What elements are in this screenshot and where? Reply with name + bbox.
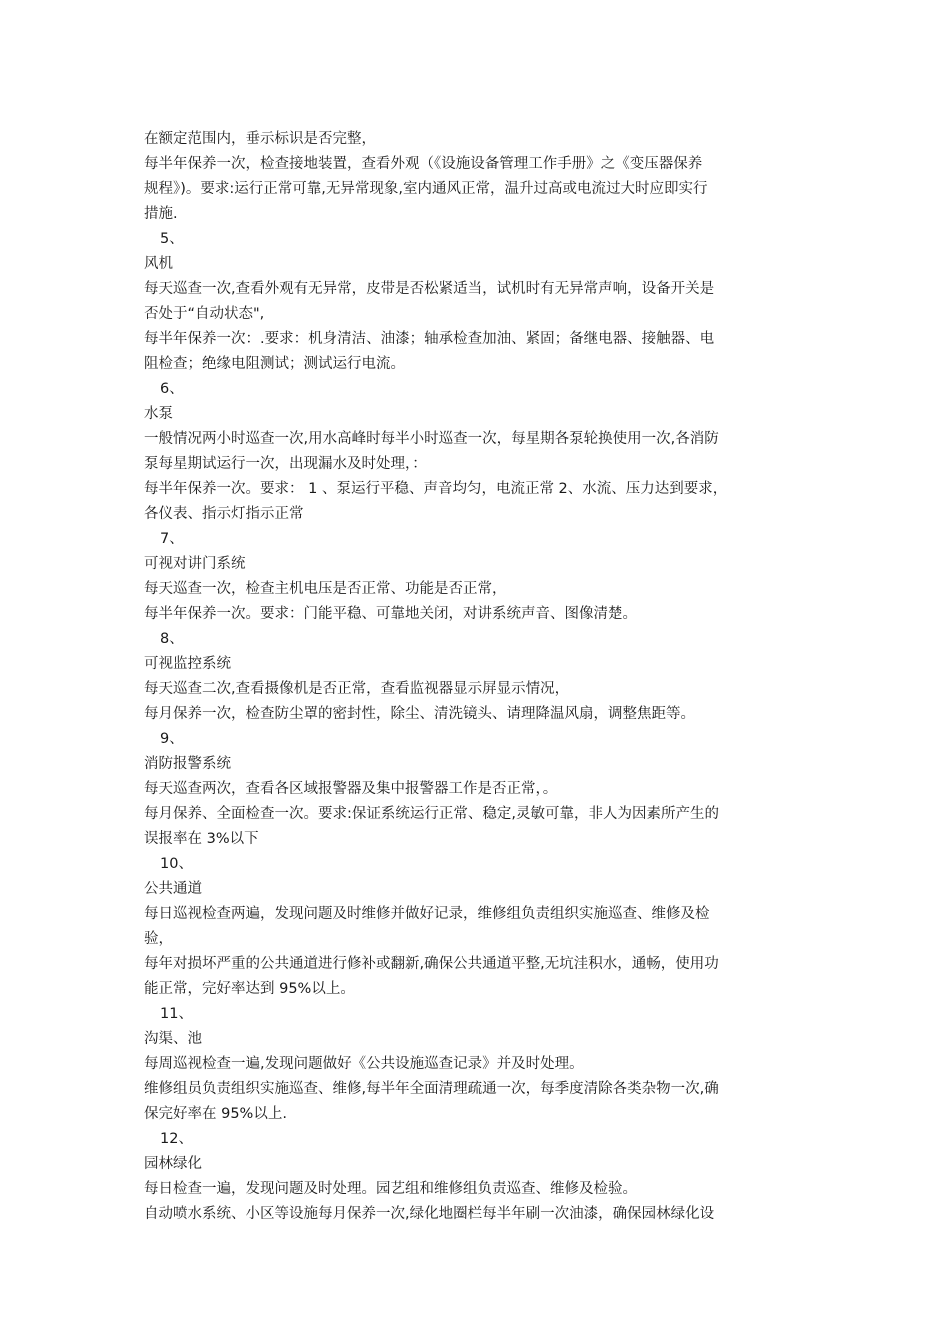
- paragraph-line: 能正常，完好率达到 95%以上。: [144, 981, 355, 997]
- paragraph-line: 措施.: [144, 206, 178, 222]
- section-title: 沟渠、池: [144, 1031, 202, 1047]
- paragraph-line: 每天巡查二次,查看摄像机是否正常，查看监视器显示屏显示情况，: [144, 681, 570, 697]
- paragraph-line: 在额定范围内，垂示标识是否完整，: [144, 131, 376, 147]
- paragraph-line: 每日巡视检查两遍，发现问题及时维修并做好记录，维修组负责组织实施巡查、维修及检: [144, 906, 710, 922]
- paragraph-line: 每天巡查一次,查看外观有无异常，皮带是否松紧适当，试机时有无异常声响，设备开关是: [144, 281, 715, 297]
- paragraph-line: 各仪表、指示灯指示正常: [144, 506, 304, 522]
- paragraph-line: 误报率在 3%以下: [144, 831, 259, 847]
- section-number: 10、: [160, 856, 193, 872]
- section-number: 6、: [160, 381, 184, 397]
- section-title: 可视监控系统: [144, 656, 231, 672]
- paragraph-line: 每年对损坏严重的公共通道进行修补或翻新,确保公共通道平整,无坑洼积水，通畅，使用功: [144, 956, 719, 972]
- paragraph-line: 泵每星期试运行一次，出现漏水及时处理，：: [144, 456, 427, 472]
- paragraph-line: 维修组员负责组织实施巡查、维修,每半年全面清理疏通一次，每季度清除各类杂物一次,确: [144, 1081, 719, 1097]
- paragraph-line: 每天巡查两次，查看各区域报警器及集中报警器工作是否正常，。: [144, 781, 558, 797]
- section-number: 12、: [160, 1131, 193, 1147]
- section-number: 7、: [160, 531, 184, 547]
- paragraph-line: 每月保养一次，检查防尘罩的密封性，除尘、清洗镜头、请理降温风扇，调整焦距等。: [144, 706, 695, 722]
- paragraph-line: 每半年保养一次：.要求：机身清洁、油漆；轴承检查加油、紧固；备继电器、接触器、电: [144, 331, 715, 347]
- paragraph-line: 验，: [144, 931, 173, 947]
- paragraph-line: 自动喷水系统、小区等设施每月保养一次,绿化地圈栏每半年刷一次油漆，确保园林绿化设: [144, 1206, 715, 1222]
- paragraph-line: 每半年保养一次。要求：门能平稳、可靠地关闭，对讲系统声音、图像清楚。: [144, 606, 637, 622]
- section-number: 9、: [160, 731, 184, 747]
- paragraph-line: 每天巡查一次，检查主机电压是否正常、功能是否正常，: [144, 581, 507, 597]
- section-title: 水泵: [144, 406, 173, 422]
- paragraph-line: 每月保养、全面检查一次。要求:保证系统运行正常、稳定,灵敏可靠，非人为因素所产生的: [144, 806, 719, 822]
- paragraph-line: 阻检查；绝缘电阻测试；测试运行电流。: [144, 356, 405, 372]
- document-body: [144, 127, 824, 1227]
- section-title: 园林绿化: [144, 1156, 202, 1172]
- section-number: 5、: [160, 231, 184, 247]
- section-title: 可视对讲门系统: [144, 556, 246, 572]
- paragraph-line: 每半年保养一次，检查接地装置，查看外观（《设施设备管理工作手册》之《变压器保养: [144, 156, 703, 172]
- paragraph-line: 每周巡视检查一遍,发现问题做好《公共设施巡查记录》并及时处理。: [144, 1056, 584, 1072]
- section-title: 消防报警系统: [144, 756, 231, 772]
- paragraph-line: 每半年保养一次。要求： 1 、泵运行平稳、声音均匀，电流正常 2、水流、压力达到要求，: [144, 481, 728, 497]
- section-number: 11、: [160, 1006, 193, 1022]
- paragraph-line: 否处于“自动状态",: [144, 306, 265, 322]
- section-title: 风机: [144, 256, 173, 272]
- paragraph-line: 规程》)。要求:运行正常可靠,无异常现象,室内通风正常，温升过高或电流过大时应即实行: [144, 181, 708, 197]
- section-number: 8、: [160, 631, 184, 647]
- paragraph-line: 一般情况两小时巡查一次,用水高峰时每半小时巡查一次，每星期各泵轮换使用一次,各消防: [144, 431, 719, 447]
- paragraph-line: 保完好率在 95%以上.: [144, 1106, 287, 1122]
- paragraph-line: 每日检查一遍，发现问题及时处理。园艺组和维修组负责巡查、维修及检验。: [144, 1181, 637, 1197]
- section-title: 公共通道: [144, 881, 202, 897]
